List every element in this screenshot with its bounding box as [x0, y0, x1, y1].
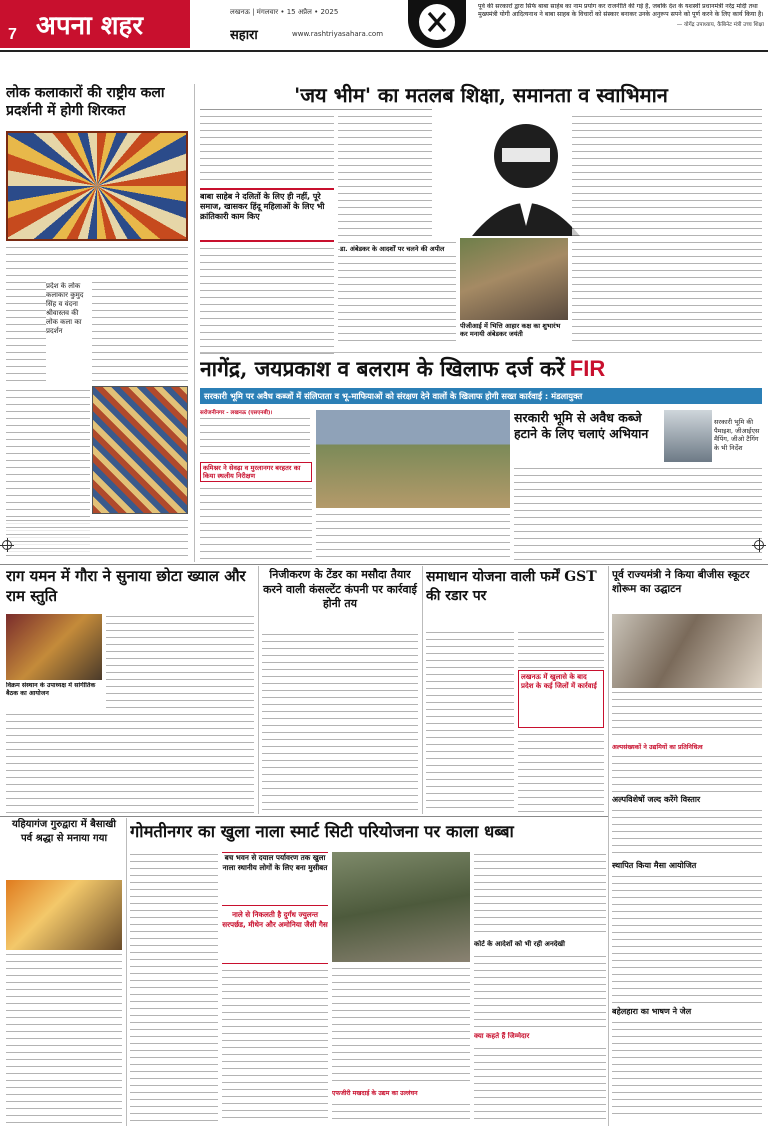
- tender-headline: निजीकरण के टेंडर का मसौदा तैयार करने वाली कंसल्टेंट कंपनी पर कार्रवाई होनी तय: [263, 568, 417, 610]
- smart-city-col4c: [474, 1046, 606, 1124]
- raag-photo: [6, 614, 102, 680]
- encroach-side: सरकारी भूमि की पैमाइश, जीआईएस मैपिंग, जीओ टैगिंग के भी निर्देश: [714, 418, 760, 452]
- encroach-photo: [664, 410, 712, 462]
- smart-city-photo: [332, 852, 470, 962]
- fir-dateline: सरोजनीनगर - लखनऊ (एसएनबी)।: [200, 410, 273, 416]
- scooty-sub3: स्थापित किया मैसा आयोजित: [612, 861, 697, 870]
- jai-bhim-headline: 'जय भीम' का मतलब शिक्षा, समानता व स्वाभिमान: [200, 82, 762, 110]
- smart-city-col3: [332, 966, 470, 1084]
- smart-city-footer: एफजीरी मखदाई के उद्यम का उल्लंघन: [332, 1090, 418, 1097]
- tweet-quote: [478, 3, 764, 49]
- gst-headline: समाधान योजना वाली फर्में GST की रडार पर: [426, 569, 597, 604]
- smart-city-col4b: [474, 954, 606, 1030]
- tender-body: [262, 632, 418, 814]
- folk-art-body-bottom: [6, 518, 188, 558]
- section-title: अपना शहर: [36, 11, 143, 41]
- fir-headline: नागेंद्र, जयप्रकाश व बलराम के खिलाफ दर्ज करें FIR: [200, 356, 606, 381]
- smart-city-headline: गोमतीनगर का खुला नाला स्मार्ट सिटी परियोजना पर काला धब्बा: [130, 822, 514, 841]
- raag-body: [6, 712, 254, 814]
- raag-caption: विक्रम संस्थान के उपाध्यक्ष में सांगीतिक बैठक का आयोजन: [6, 682, 96, 697]
- tweet-author: — योगेंद्र उपाध्याय, कैबिनेट मंत्री उच्च शिक्षा: [676, 22, 764, 28]
- jai-bhim-photo: [460, 238, 568, 320]
- encroach-body: [514, 466, 762, 560]
- scooty-photo: [612, 614, 762, 688]
- folk-art-body-col2: [92, 280, 188, 384]
- scooty-body3: [612, 808, 762, 858]
- folk-art-painting: [6, 131, 188, 241]
- smart-city-sub2: क्या कहते हैं जिम्मेदार: [474, 1032, 530, 1040]
- folk-art-headline: लोक कलाकारों की राष्ट्रीय कला प्रदर्शनी में होगी शिरकत: [6, 85, 165, 119]
- gurudwara-headline: यहियागंज गुरुद्वारा में बैसाखी पर्व श्रद्धा से मनाया गया: [11, 819, 117, 844]
- fir-accent: FIR: [569, 356, 606, 381]
- fir-photo: [316, 410, 510, 508]
- brand-name: सहारा: [230, 28, 258, 43]
- raag-col-right: [106, 614, 254, 708]
- smart-city-col1: [130, 852, 218, 1124]
- folk-art-photo-2: [92, 386, 188, 514]
- gst-col2: [518, 630, 604, 668]
- fir-col1: [200, 416, 310, 460]
- gurudwara-body: [6, 952, 122, 1124]
- scooty-headline: पूर्व राज्यमंत्री ने किया बीजीस स्कूटर शोरूम का उद्घाटन: [612, 569, 750, 595]
- jai-bhim-photo-caption: पीजीआई में भित्ति आहार कक्ष का शुभारंभ कर मनायी अंबेडकर जयंती: [460, 322, 561, 338]
- jai-bhim-quote: बाबा साहेब ने दलितों के लिए ही नहीं, पूरे समाज, खासकर हिंदू महिलाओं के लिए भी क्रांतिकारी काम किए: [200, 188, 334, 242]
- fir-col1b: [200, 486, 312, 560]
- registration-mark-left: [2, 540, 12, 550]
- jai-bhim-col1b: [200, 246, 334, 356]
- raag-headline: राग यमन में गौरा ने सुनाया छोटा ख्याल और राम स्तुति: [6, 567, 246, 605]
- scooty-sub2: अल्पविशेषों जल्द करेंगे विस्तार: [612, 795, 701, 804]
- folk-art-body: [6, 245, 188, 277]
- scooty-body4: [612, 874, 762, 1004]
- section-banner: [0, 0, 190, 48]
- city: लखनऊ: [230, 8, 250, 16]
- smart-city-col4: [474, 852, 606, 938]
- registration-mark-right: [754, 540, 764, 550]
- smart-city-col2: [222, 968, 328, 1124]
- date-line: लखनऊ | मंगलवार • 15 अप्रैल • 2025: [230, 8, 339, 16]
- scooty-sub4: बहेलहारा का भाषण ने जेल: [612, 1007, 692, 1016]
- smart-city-col3b: [332, 1102, 470, 1124]
- fir-col2: [316, 512, 510, 560]
- scooty-body5: [612, 1020, 762, 1120]
- smart-city-quote2: नाले से निकलती है दुर्गंध ज्युलन्त सरपर्छड, मीथेन और अमोनिया जैसी गैस: [222, 910, 328, 964]
- scooty-body2: [612, 754, 762, 792]
- website-link[interactable]: www.rashtriyasahara.com: [292, 30, 384, 38]
- x-logo-icon: [408, 0, 466, 48]
- jai-bhim-col1: [200, 114, 334, 184]
- tweet-text: पूर्व की सरकारों द्वारा सिर्फ बाबा साहेब का नाम प्रयोग कर राजनीति की गई है, जबकि देश के यशस्वी प्रधानमंत्री नरेंद्र मोदी तथा मुख्यमंत्री योगी आदित्यनाथ ने बाबा साहब के विचारों को संस्कार बनाकर उनके अनुरूप सपने को पूर्ण करने के लिए कार्य किया है।: [478, 3, 764, 18]
- fir-box: कमिश्नर ने सेवढ़ा व मुरलानगर बरहतर का किया स्थलीय निरीक्षण: [200, 462, 312, 482]
- scooty-sub1: अल्पसंख्यकों ने उद्यमियों का प्रतिनिधित्व: [612, 744, 703, 751]
- fir-strap: सरकारी भूमि पर अवैध कब्जों में संलिप्तता व भू-माफियाओं को संरक्षण देने वालों के खिलाफ होगी सख्त कार्रवाई : मंडलायुक्त: [200, 388, 762, 404]
- smart-city-quote1: बच भवन से दयाल पर्यावरण तक खुला नाला स्थानीय लोगों के लिए बना मुसीबत: [222, 852, 328, 906]
- folk-art-side-caption: प्रदेश के लोक कलाकार कुमुद सिंह व वंदना श्रीवास्तव की लोक कला का प्रदर्शन: [46, 282, 84, 335]
- gst-col2b: [518, 732, 604, 814]
- folk-art-body-col1: [6, 280, 46, 384]
- encroach-headline: सरकारी भूमि से अवैध कब्जे हटाने के लिए चलाएं अभियान: [514, 410, 649, 441]
- date: मंगलवार • 15 अप्रैल • 2025: [256, 8, 339, 16]
- scooty-body1: [612, 690, 762, 740]
- gst-box: लखनऊ में खुलासे के बाद प्रदेश के कई जिलों में कार्रवाई: [518, 670, 604, 728]
- jai-bhim-subhead: डा. अंबेडकर के आदर्शों पर चलने की अपील: [340, 244, 456, 256]
- page-number: 7: [8, 26, 17, 43]
- smart-city-sub1: कोर्ट के आदेशों को भी रही अनदेखी: [474, 940, 565, 948]
- gst-col1: [426, 630, 514, 814]
- brand-logo: [230, 24, 290, 44]
- jai-bhim-col3: [572, 114, 762, 346]
- gurudwara-photo: [6, 880, 122, 950]
